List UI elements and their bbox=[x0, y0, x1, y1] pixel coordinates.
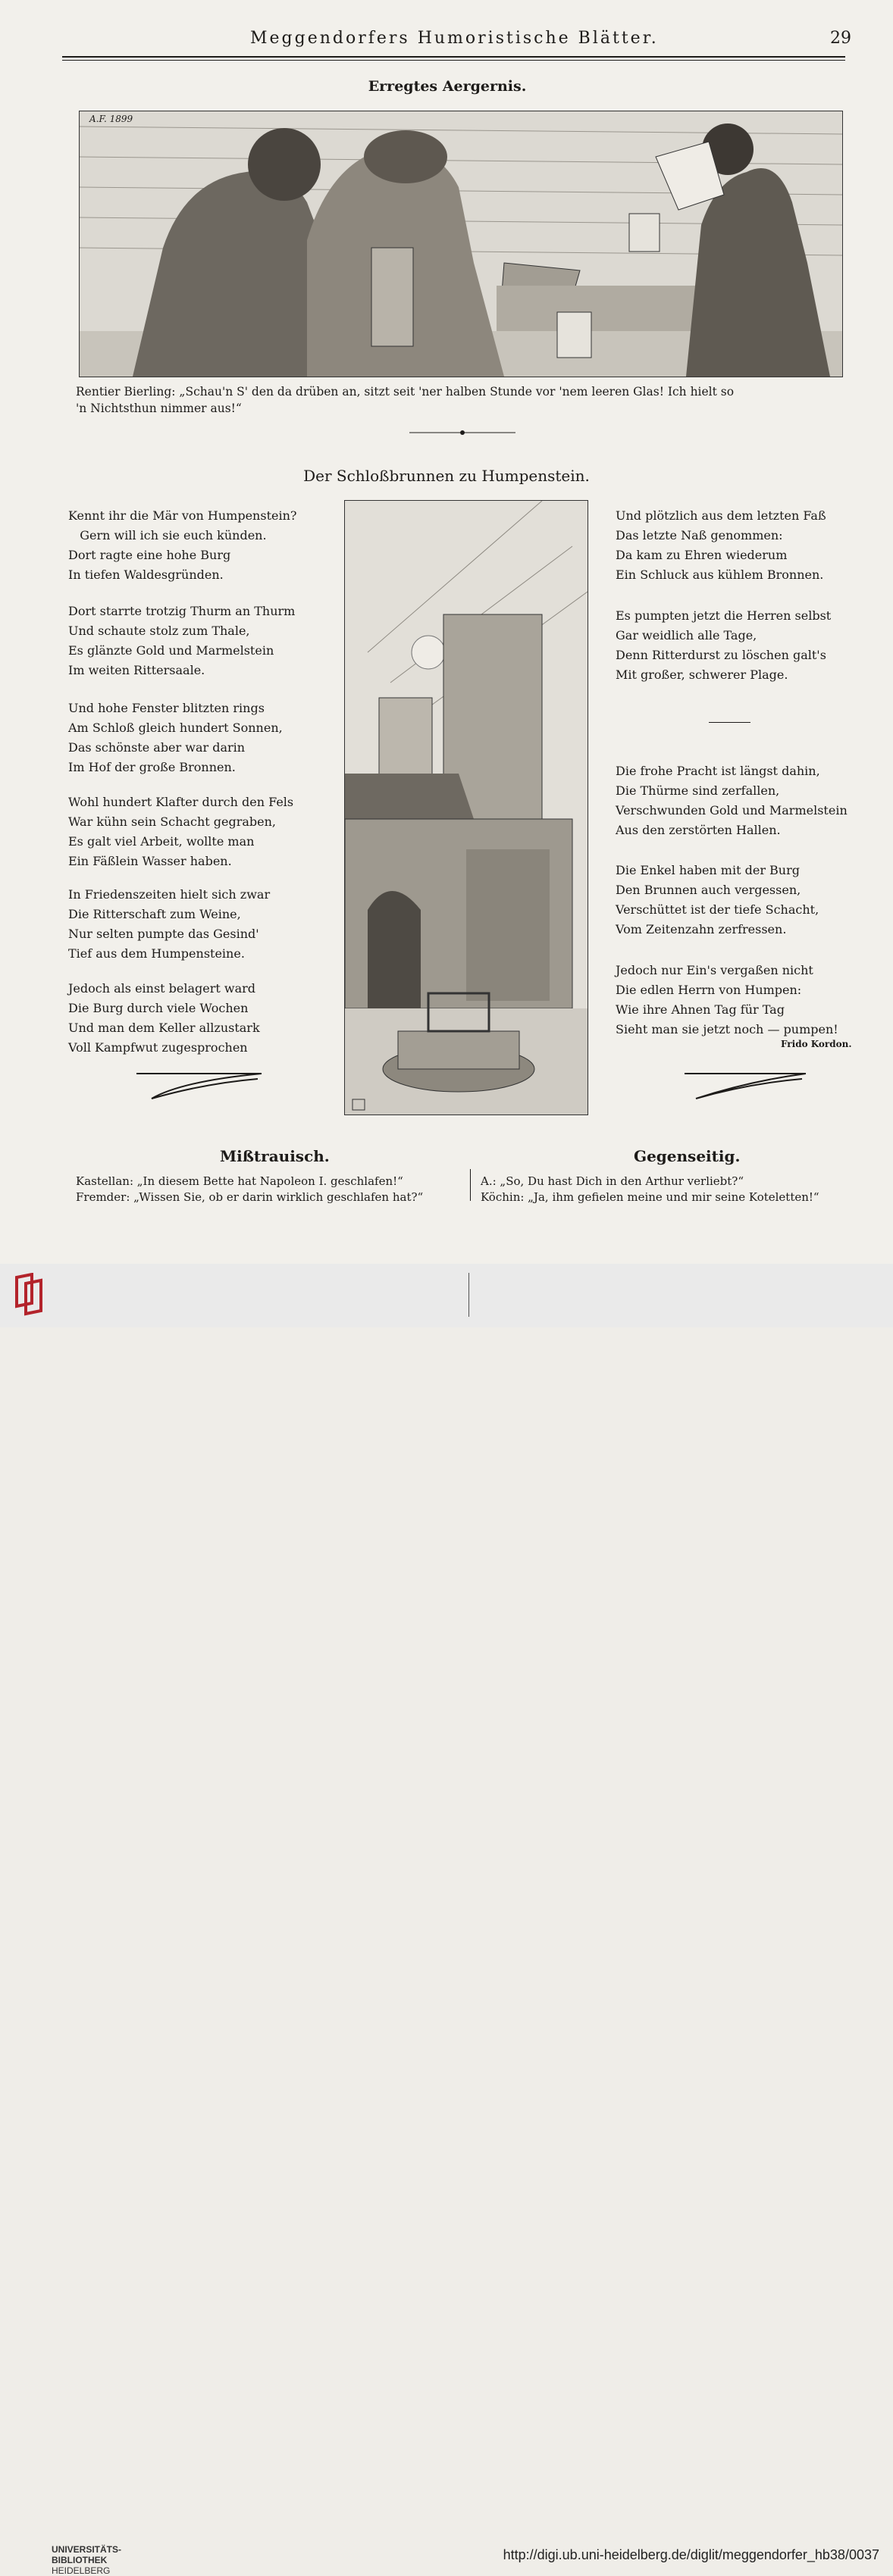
poem-stanza-7: Und plötzlich aus dem letzten Faß Das letzte Naß genommen: Da kam zu Ehren wiederum Ein Schluck aus kühlem Bronnen. bbox=[616, 508, 826, 582]
jokes-divider bbox=[470, 1169, 471, 1201]
library-footer bbox=[0, 1264, 893, 2576]
library-logo-icon bbox=[14, 1273, 45, 1317]
poem-stanza-5: In Friedenszeiten hielt sich zwar Die Ritterschaft zum Weine, Nur selten pumpte das Gesind' Tief aus dem Humpensteine. bbox=[68, 887, 271, 961]
joke-right-line-2: Köchin: „Ja, ihm gefielen meine und mir seine Koteletten!“ bbox=[481, 1190, 819, 1204]
joke-left-line-1: Kastellan: „In diesem Bette hat Napoleon I. geschlafen!“ bbox=[76, 1174, 403, 1188]
poem-separator bbox=[709, 722, 750, 723]
footer-divider bbox=[468, 1273, 469, 1317]
poem-title: Der Schloßbrunnen zu Humpenstein. bbox=[303, 467, 590, 485]
poem-stanza-10: Die Enkel haben mit der Burg Den Brunnen auch vergessen, Verschüttet ist der tiefe Schacht, Vom Zeitenzahn zerfressen. bbox=[616, 863, 819, 936]
poem-stanza-1: Kennt ihr die Mär von Humpenstein? Gern will ich sie euch künden. Dort ragte eine hohe Burg In tiefen Waldesgründen. bbox=[68, 508, 297, 582]
header-rule-thin bbox=[62, 60, 845, 61]
section-divider-ornament bbox=[409, 428, 515, 437]
poem-stanza-8: Es pumpten jetzt die Herren selbst Gar weidlich alle Tage, Denn Ritterdurst zu löschen galt's Mit großer, schwerer Plage. bbox=[616, 608, 832, 682]
right-flourish-ornament bbox=[681, 1070, 810, 1100]
header-rule bbox=[62, 56, 845, 58]
library-name-line-2: BIBLIOTHEK bbox=[52, 2555, 108, 2565]
poem-stanza-11: Jedoch nur Ein's vergaßen nicht Die edlen Herrn von Humpen: Wie ihre Ahnen Tag für Tag Sieht man sie jetzt noch — pumpen! bbox=[616, 963, 838, 1036]
joke-right-line-1: A.: „So, Du hast Dich in den Arthur verliebt?“ bbox=[481, 1174, 744, 1188]
poem-stanza-2: Dort starrte trotzig Thurm an Thurm Und schaute stolz zum Thale, Es glänzte Gold und Marmelstein Im weiten Rittersaale. bbox=[68, 604, 296, 677]
artist-signature: A.F. 1899 bbox=[89, 114, 133, 124]
library-name-line-3: HEIDELBERG bbox=[52, 2565, 111, 2576]
library-name-line-1: UNIVERSITÄTS- bbox=[52, 2544, 122, 2555]
tavern-illustration bbox=[79, 111, 843, 377]
joke-left-line-2: Fremder: „Wissen Sie, ob er darin wirklich geschlafen hat?“ bbox=[76, 1190, 424, 1204]
poem-stanza-4: Wohl hundert Klafter durch den Fels War kühn sein Schacht gegraben, Es galt viel Arbeit, wollte man Ein Fäßlein Wasser haben. bbox=[68, 795, 294, 868]
cartoon-caption bbox=[76, 383, 849, 417]
journal-title: Meggendorfers Humoristische Blätter. bbox=[250, 29, 659, 48]
poem-stanza-6: Jedoch als einst belagert ward Die Burg durch viele Wochen Und man dem Keller allzustark Voll Kampfwut zugesprochen bbox=[68, 981, 260, 1055]
caption-line-2: 'n Nichtsthun nimmer aus!“ bbox=[76, 402, 242, 415]
page bbox=[0, 0, 893, 1264]
poem-stanza-3: Und hohe Fenster blitzten rings Am Schloß gleich hundert Sonnen, Das schönste aber war darin Im Hof der große Bronnen. bbox=[68, 701, 283, 774]
library-name bbox=[52, 2544, 121, 2576]
caption-line-1: Rentier Bierling: „Schau'n S' den da drüben an, sitzt seit 'ner halben Stunde vor 'nem leeren Glas! Ich hielt so bbox=[76, 385, 735, 399]
poem-stanza-9: Die frohe Pracht ist längst dahin, Die Thürme sind zerfallen, Verschwunden Gold und Marmelstein Aus den zerstörten Hallen. bbox=[616, 764, 848, 837]
castle-drawing bbox=[345, 501, 588, 1114]
joke-right-title: Gegenseitig. bbox=[634, 1147, 741, 1165]
left-flourish-ornament bbox=[136, 1070, 265, 1100]
poem-author: Frido Kordon. bbox=[781, 1039, 852, 1049]
cartoon-title: Erregtes Aergernis. bbox=[368, 78, 527, 95]
castle-well-illustration bbox=[344, 500, 588, 1115]
joke-left-title: Mißtrauisch. bbox=[220, 1147, 330, 1165]
page-number: 29 bbox=[830, 29, 851, 48]
permalink-url[interactable]: http://digi.ub.uni-heidelberg.de/diglit/meggendorfer_hb38/0037 bbox=[503, 2547, 879, 2562]
tavern-drawing bbox=[80, 111, 842, 377]
